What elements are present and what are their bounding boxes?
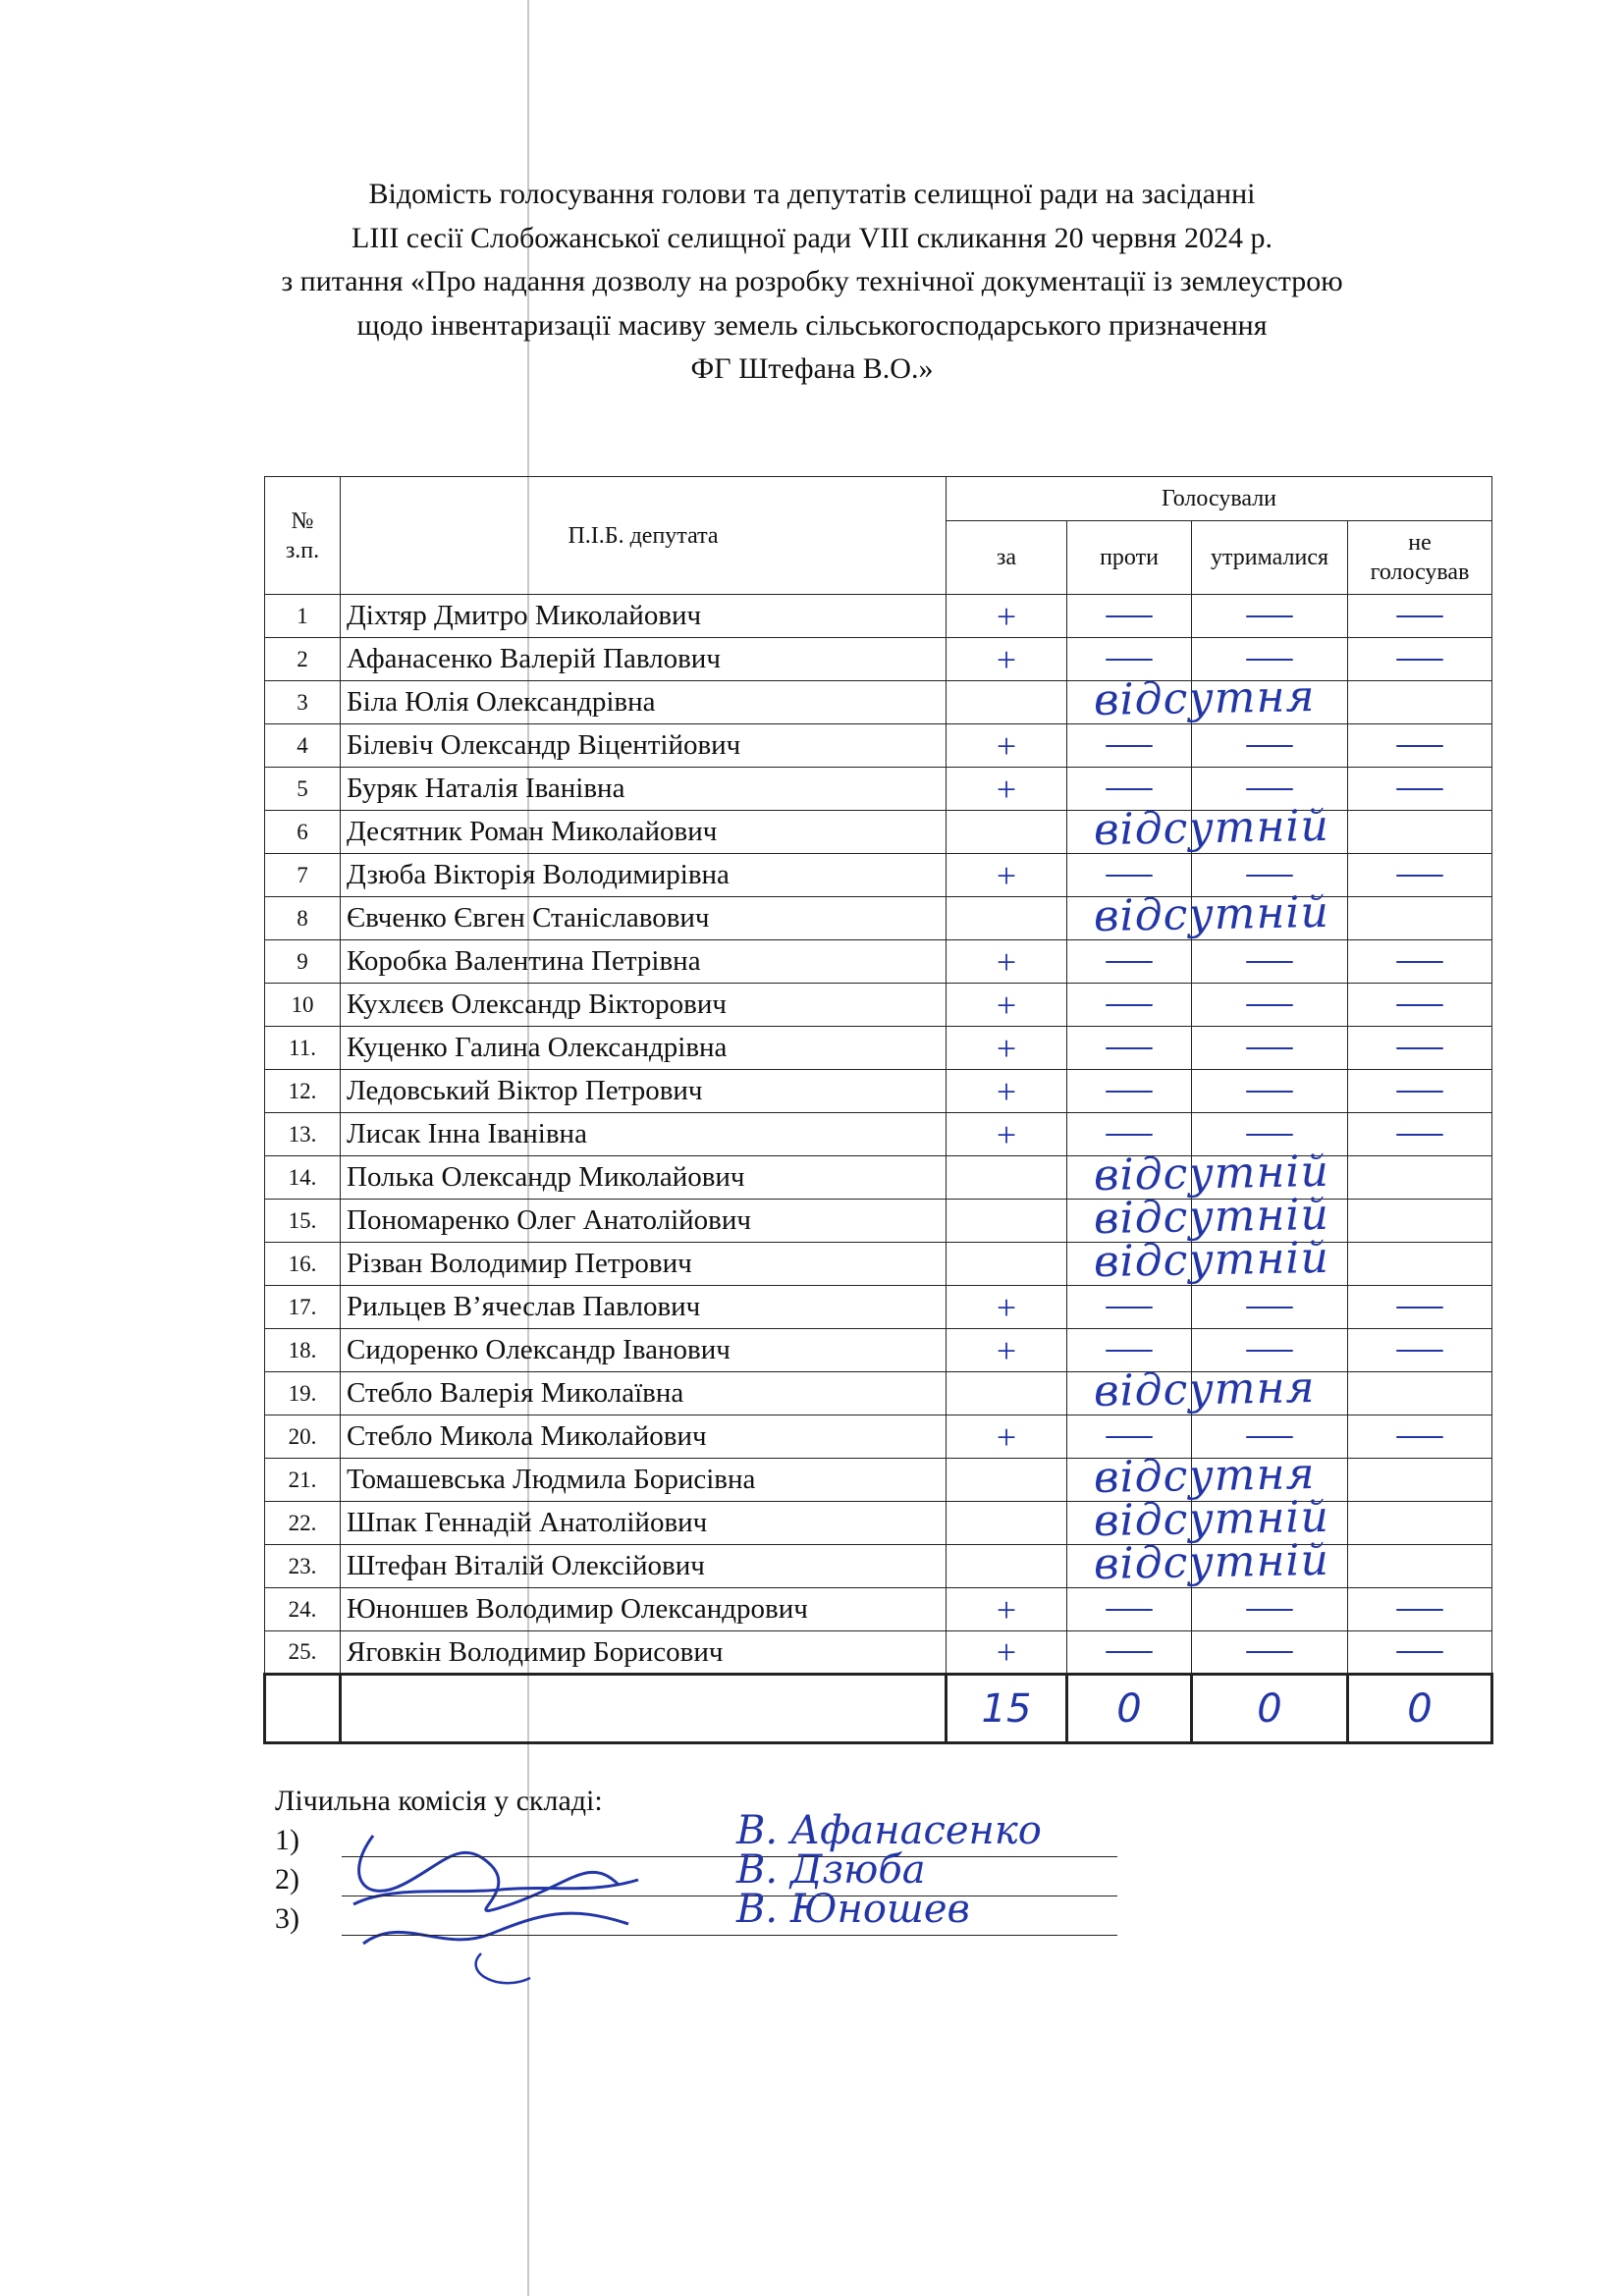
vote-abstained-cell — [1192, 1286, 1348, 1329]
row-number: 19. — [265, 1372, 341, 1415]
vote-not-voted-cell — [1348, 1545, 1492, 1588]
title-line-3: з питання «Про надання дозволу на розробку технічної документації із землеустрою — [281, 265, 1343, 297]
deputy-name: Кухлєєв Олександр Вікторович — [341, 984, 947, 1027]
vote-dash-mark — [1396, 1004, 1443, 1006]
row-number: 16. — [265, 1243, 341, 1286]
total-against: 0 — [1067, 1675, 1192, 1743]
deputy-name: Стебло Валерія Миколаївна — [341, 1372, 947, 1415]
vote-for-mark: + — [996, 725, 1017, 766]
vote-against-cell — [1067, 1070, 1192, 1113]
table-row — [265, 984, 1492, 1027]
member-index: 3) — [275, 1902, 299, 1935]
vote-dash-mark — [1396, 1307, 1443, 1308]
vote-dash-mark — [1246, 1134, 1293, 1136]
member-name: В. Юношев — [736, 1887, 970, 1932]
vote-dash-mark — [1396, 1134, 1443, 1136]
deputy-name: Дзюба Вікторія Володимирівна — [341, 854, 947, 897]
row-number: 11. — [265, 1027, 341, 1070]
vote-for-cell — [947, 671, 1316, 725]
member-index: 1) — [275, 1824, 299, 1856]
commission-member-1 — [275, 1808, 1042, 1860]
vote-abstained-cell — [1192, 1372, 1348, 1415]
vote-dash-mark — [1246, 961, 1293, 963]
title-line-2: LIII сесії Слобожанської селищної ради VIII скликання 20 червня 2024 р. — [352, 221, 1272, 254]
deputy-name: Коробка Валентина Петрівна — [341, 940, 947, 984]
row-number: 20. — [265, 1415, 341, 1459]
vote-against-cell — [1067, 681, 1192, 724]
vote-dash-mark — [1106, 1134, 1153, 1136]
absent-mark: відсутня — [1093, 671, 1316, 725]
vote-dash-mark — [1106, 615, 1153, 617]
vote-dash-mark — [1246, 1350, 1293, 1352]
deputy-name: Шпак Геннадій Анатолійович — [341, 1502, 947, 1545]
vote-dash-mark — [1246, 788, 1293, 790]
vote-not-voted-cell — [1348, 681, 1492, 724]
vote-not-voted-cell — [1348, 1156, 1492, 1200]
vote-dash-mark — [1396, 1609, 1443, 1611]
table-row — [265, 1027, 1492, 1070]
vote-dash-mark — [1396, 1651, 1443, 1653]
vote-for-mark: + — [996, 1589, 1017, 1629]
header-against: проти — [1067, 521, 1192, 595]
vote-abstained-cell — [1192, 811, 1348, 854]
row-number: 8 — [265, 897, 341, 940]
row-number: 13. — [265, 1113, 341, 1156]
vote-not-voted-cell — [1348, 897, 1492, 940]
vote-against-cell — [1067, 724, 1192, 768]
totals-number-cell — [265, 1675, 341, 1743]
absent-mark: відсутній — [1093, 800, 1330, 856]
vote-for-cell — [947, 1286, 1067, 1329]
vote-against-cell — [1067, 1372, 1192, 1415]
member-name: В. Дзюба — [736, 1847, 926, 1893]
counting-commission — [275, 1782, 1042, 1939]
deputy-name: Десятник Роман Миколайович — [341, 811, 947, 854]
vote-abstained-cell — [1192, 595, 1348, 638]
vote-for-mark: + — [996, 1632, 1017, 1672]
vote-dash-mark — [1396, 615, 1443, 617]
vote-for-cell — [947, 800, 1330, 856]
vote-dash-mark — [1246, 1091, 1293, 1093]
table-row — [265, 1070, 1492, 1113]
vote-not-voted-cell — [1348, 1329, 1492, 1372]
table-row — [265, 681, 1492, 724]
absent-mark: відсутній — [1093, 886, 1330, 942]
vote-for-mark: + — [996, 1028, 1017, 1068]
vote-dash-mark — [1396, 875, 1443, 877]
row-number: 25. — [265, 1631, 341, 1675]
deputy-name: Юноншев Володимир Олександрович — [341, 1588, 947, 1631]
deputy-name: Ледовський Віктор Петрович — [341, 1070, 947, 1113]
row-number: 12. — [265, 1070, 341, 1113]
row-number: 15. — [265, 1200, 341, 1243]
vote-dash-mark — [1396, 788, 1443, 790]
document-title — [147, 173, 1477, 392]
vote-against-cell — [1067, 1631, 1192, 1675]
vote-dash-mark — [1246, 1651, 1293, 1653]
vote-abstained-cell — [1192, 1027, 1348, 1070]
vote-abstained-cell — [1192, 1631, 1348, 1675]
vote-for-mark: + — [996, 1114, 1017, 1154]
vote-for-cell — [947, 1189, 1330, 1245]
vote-not-voted-cell — [1348, 724, 1492, 768]
title-line-1: Відомість голосування голови та депутатів селищної ради на засіданні — [368, 178, 1256, 210]
header-number: № з.п. — [265, 477, 341, 595]
vote-abstained-cell — [1192, 984, 1348, 1027]
table-row — [265, 724, 1492, 768]
deputy-name: Діхтяр Дмитро Миколайович — [341, 595, 947, 638]
vote-not-voted-cell — [1348, 1286, 1492, 1329]
vote-dash-mark — [1246, 1436, 1293, 1438]
vote-abstained-cell — [1192, 897, 1348, 940]
vote-not-voted-cell — [1348, 768, 1492, 811]
row-number: 14. — [265, 1156, 341, 1200]
vote-not-voted-cell — [1348, 854, 1492, 897]
table-row — [265, 1286, 1492, 1329]
deputy-name: Біла Юлія Олександрівна — [341, 681, 947, 724]
vote-not-voted-cell — [1348, 940, 1492, 984]
vote-for-cell — [947, 1588, 1067, 1631]
vote-dash-mark — [1246, 615, 1293, 617]
vote-abstained-cell — [1192, 1243, 1348, 1286]
row-number: 17. — [265, 1286, 341, 1329]
vote-dash-mark — [1106, 1651, 1153, 1653]
deputy-name: Різван Володимир Петрович — [341, 1243, 947, 1286]
absent-mark: відсутній — [1093, 1491, 1330, 1547]
row-number: 21. — [265, 1459, 341, 1502]
title-line-5: ФГ Штефана В.О.» — [690, 352, 934, 385]
vote-for-cell — [947, 854, 1067, 897]
member-name: В. Афанасенко — [736, 1808, 1042, 1853]
header-for: за — [947, 521, 1067, 595]
voting-table — [263, 476, 1493, 1744]
header-abstained: утрималися — [1192, 521, 1348, 595]
deputy-name: Рильцев В’ячеслав Павлович — [341, 1286, 947, 1329]
row-number: 22. — [265, 1502, 341, 1545]
vote-for-mark: + — [996, 596, 1017, 636]
total-not-voted: 0 — [1348, 1675, 1492, 1743]
vote-dash-mark — [1396, 1350, 1443, 1352]
signature-line — [342, 1935, 1117, 1936]
vote-dash-mark — [1106, 1609, 1153, 1611]
vote-dash-mark — [1246, 1004, 1293, 1006]
vote-dash-mark — [1106, 1436, 1153, 1438]
vote-not-voted-cell — [1348, 1113, 1492, 1156]
member-index: 2) — [275, 1863, 299, 1896]
table-row — [265, 1243, 1492, 1286]
deputy-name: Євченко Євген Станіславович — [341, 897, 947, 940]
totals-name-cell — [341, 1675, 947, 1743]
table-row — [265, 595, 1492, 638]
vote-abstained-cell — [1192, 940, 1348, 984]
vote-for-cell — [947, 1232, 1330, 1288]
vote-for-cell — [947, 1534, 1330, 1590]
deputy-name: Пономаренко Олег Анатолійович — [341, 1200, 947, 1243]
vote-dash-mark — [1246, 875, 1293, 877]
vote-against-cell — [1067, 897, 1192, 940]
vote-not-voted-cell — [1348, 1200, 1492, 1243]
vote-for-mark: + — [996, 769, 1017, 809]
row-number: 10 — [265, 984, 341, 1027]
vote-against-cell — [1067, 1027, 1192, 1070]
vote-dash-mark — [1396, 961, 1443, 963]
vote-for-cell — [947, 1362, 1316, 1416]
vote-for-mark: + — [996, 1071, 1017, 1111]
absent-mark: відсутня — [1093, 1449, 1316, 1503]
vote-for-cell — [947, 984, 1067, 1027]
header-not-voted: не голосував — [1348, 521, 1492, 595]
vote-dash-mark — [1106, 1004, 1153, 1006]
row-number: 2 — [265, 638, 341, 681]
vote-for-mark: + — [996, 1416, 1017, 1457]
vote-abstained-cell — [1192, 1545, 1348, 1588]
vote-against-cell — [1067, 1545, 1192, 1588]
vote-dash-mark — [1106, 1091, 1153, 1093]
vote-dash-mark — [1246, 745, 1293, 747]
vote-dash-mark — [1106, 745, 1153, 747]
vote-for-mark: + — [996, 1287, 1017, 1327]
vote-not-voted-cell — [1348, 1243, 1492, 1286]
vote-not-voted-cell — [1348, 638, 1492, 681]
row-number: 23. — [265, 1545, 341, 1588]
vote-against-cell — [1067, 595, 1192, 638]
vote-dash-mark — [1396, 659, 1443, 661]
vote-dash-mark — [1246, 659, 1293, 661]
vote-dash-mark — [1106, 961, 1153, 963]
vote-for-cell — [947, 940, 1067, 984]
absent-mark: відсутня — [1093, 1362, 1316, 1416]
row-number: 3 — [265, 681, 341, 724]
vote-for-cell — [947, 724, 1067, 768]
absent-mark: відсутній — [1093, 1232, 1330, 1288]
table-row — [265, 1631, 1492, 1675]
vote-dash-mark — [1106, 788, 1153, 790]
row-number: 24. — [265, 1588, 341, 1631]
vote-for-mark: + — [996, 1330, 1017, 1370]
table-row — [265, 1588, 1492, 1631]
total-abstained: 0 — [1192, 1675, 1348, 1743]
vote-for-cell — [947, 595, 1067, 638]
row-number: 7 — [265, 854, 341, 897]
commission-heading: Лічильна комісія у складі: — [275, 1785, 603, 1817]
vote-against-cell — [1067, 940, 1192, 984]
header-name: П.І.Б. депутата — [341, 477, 947, 595]
vote-dash-mark — [1246, 1047, 1293, 1049]
vote-dash-mark — [1106, 1350, 1153, 1352]
vote-for-cell — [947, 1631, 1067, 1675]
vote-for-cell — [947, 1113, 1067, 1156]
deputy-name: Полька Олександр Миколайович — [341, 1156, 947, 1200]
vote-not-voted-cell — [1348, 1415, 1492, 1459]
title-line-4: щодо інвентаризації масиву земель сільськогосподарського призначення — [356, 308, 1268, 342]
vote-abstained-cell — [1192, 681, 1348, 724]
vote-dash-mark — [1246, 1609, 1293, 1611]
vote-for-cell — [947, 886, 1330, 942]
table-row — [265, 811, 1492, 854]
vote-against-cell — [1067, 1286, 1192, 1329]
vote-against-cell — [1067, 984, 1192, 1027]
vote-dash-mark — [1396, 745, 1443, 747]
vote-dash-mark — [1396, 1047, 1443, 1049]
vote-for-mark: + — [996, 985, 1017, 1025]
commission-member-2 — [275, 1847, 926, 1899]
vote-not-voted-cell — [1348, 595, 1492, 638]
table-row — [265, 897, 1492, 940]
row-number: 4 — [265, 724, 341, 768]
row-number: 1 — [265, 595, 341, 638]
signature-line — [342, 1856, 1117, 1857]
vote-not-voted-cell — [1348, 1502, 1492, 1545]
vote-for-mark: + — [996, 855, 1017, 895]
row-number: 18. — [265, 1329, 341, 1372]
deputy-name: Афанасенко Валерій Павлович — [341, 638, 947, 681]
vote-not-voted-cell — [1348, 1631, 1492, 1675]
vote-for-cell — [947, 1449, 1316, 1503]
vote-abstained-cell — [1192, 1588, 1348, 1631]
vote-for-cell — [947, 1415, 1067, 1459]
totals-row — [265, 1675, 1492, 1743]
vote-abstained-cell — [1192, 1070, 1348, 1113]
vote-dash-mark — [1396, 1091, 1443, 1093]
deputy-name: Томашевська Людмила Борисівна — [341, 1459, 947, 1502]
row-number: 9 — [265, 940, 341, 984]
vote-for-cell — [947, 1070, 1067, 1113]
deputy-name: Лисак Інна Іванівна — [341, 1113, 947, 1156]
vote-for-cell — [947, 1146, 1330, 1201]
vote-against-cell — [1067, 1243, 1192, 1286]
vote-dash-mark — [1246, 1307, 1293, 1308]
vote-for-cell — [947, 1329, 1067, 1372]
deputy-name: Сидоренко Олександр Іванович — [341, 1329, 947, 1372]
vote-not-voted-cell — [1348, 811, 1492, 854]
commission-member-3 — [275, 1887, 970, 1939]
table-row — [265, 1372, 1492, 1415]
absent-mark: відсутній — [1093, 1146, 1330, 1201]
deputy-name: Штефан Віталій Олексійович — [341, 1545, 947, 1588]
vote-dash-mark — [1106, 875, 1153, 877]
total-for: 15 — [947, 1675, 1067, 1743]
vote-for-mark: + — [996, 639, 1017, 679]
vote-for-cell — [947, 1027, 1067, 1070]
deputy-name: Яговкін Володимир Борисович — [341, 1631, 947, 1675]
vote-against-cell — [1067, 811, 1192, 854]
vote-dash-mark — [1106, 1307, 1153, 1308]
vote-for-cell — [947, 768, 1067, 811]
header-voted: Голосували — [947, 477, 1492, 521]
vote-rows — [265, 595, 1492, 1675]
table-row — [265, 940, 1492, 984]
vote-not-voted-cell — [1348, 1588, 1492, 1631]
vote-dash-mark — [1106, 1047, 1153, 1049]
vote-not-voted-cell — [1348, 1372, 1492, 1415]
absent-mark: відсутній — [1093, 1534, 1330, 1590]
row-number: 6 — [265, 811, 341, 854]
deputy-name: Куценко Галина Олександрівна — [341, 1027, 947, 1070]
row-number: 5 — [265, 768, 341, 811]
vote-dash-mark — [1396, 1436, 1443, 1438]
vote-not-voted-cell — [1348, 1070, 1492, 1113]
vote-for-mark: + — [996, 941, 1017, 982]
vote-not-voted-cell — [1348, 1459, 1492, 1502]
deputy-name: Буряк Наталія Іванівна — [341, 768, 947, 811]
table-row — [265, 1545, 1492, 1588]
vote-for-cell — [947, 1491, 1330, 1547]
deputy-name: Стебло Микола Миколайович — [341, 1415, 947, 1459]
vote-not-voted-cell — [1348, 1027, 1492, 1070]
absent-mark: відсутній — [1093, 1189, 1330, 1245]
vote-abstained-cell — [1192, 724, 1348, 768]
vote-not-voted-cell — [1348, 984, 1492, 1027]
deputy-name: Білевіч Олександр Віцентійович — [341, 724, 947, 768]
vote-dash-mark — [1106, 659, 1153, 661]
vote-for-cell — [947, 638, 1067, 681]
vote-against-cell — [1067, 1588, 1192, 1631]
